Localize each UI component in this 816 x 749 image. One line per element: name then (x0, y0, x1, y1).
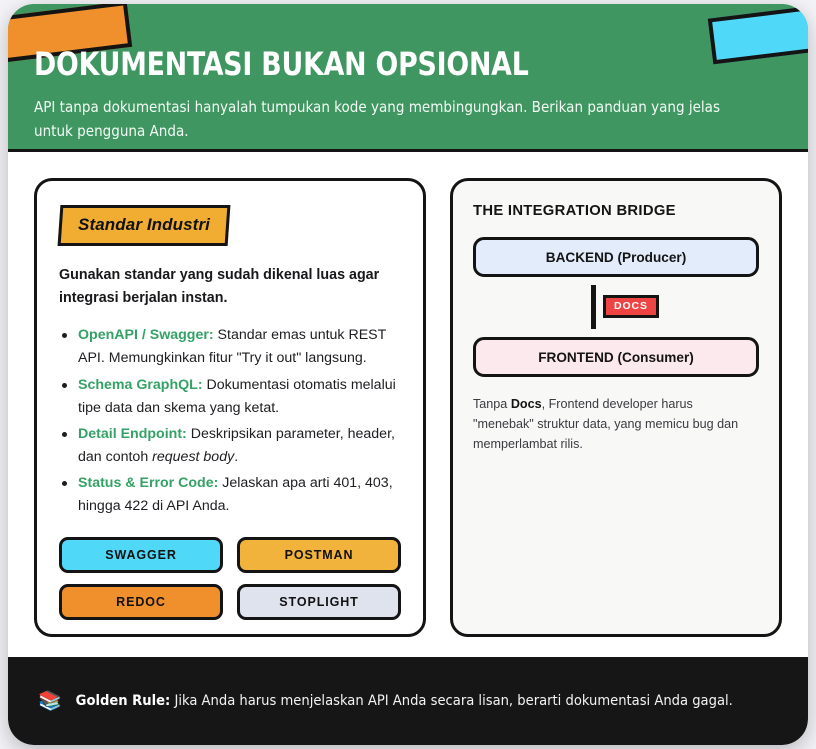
section-badge-label: Standar Industri (78, 215, 210, 234)
standards-panel (34, 178, 426, 637)
footer-text (76, 691, 733, 711)
tool-button-label: POSTMAN (284, 548, 354, 563)
standards-list-item-emphasis: request body (152, 449, 235, 466)
connector-line (591, 285, 596, 329)
tool-button-label: STOPLIGHT (279, 595, 359, 610)
standards-list-item-text: Jelaskan apa arti 401, 403, hingga 422 di API Anda. (78, 475, 393, 515)
docs-badge-label: DOCS (614, 300, 648, 312)
page-subtitle: API tanpa dokumentasi hanyalah tumpukan kode yang membingungkan. Berikan panduan yang jelas untuk pengguna Anda. (34, 97, 721, 140)
standards-list-item-text: Dokumentasi otomatis melalui tipe data dan skema yang ketat. (78, 376, 396, 416)
standards-list-item (59, 374, 401, 420)
tool-button-redoc[interactable] (59, 584, 223, 620)
tool-button-swagger[interactable] (59, 537, 223, 573)
standards-list-item-label: Status & Error Code: (78, 475, 219, 492)
page-header (8, 4, 808, 152)
footer-bar (8, 657, 808, 745)
tool-button-stoplight[interactable] (237, 584, 401, 620)
standards-list-item (59, 324, 401, 370)
standards-list-item-label: Schema GraphQL: (78, 376, 203, 393)
section-badge (58, 205, 231, 246)
standards-list-item (59, 423, 401, 469)
tool-button-label: REDOC (116, 595, 166, 610)
bridge-note-rest: , Frontend developer harus "menebak" struktur data, yang memicu bug dan memperlambat rilis. (473, 397, 739, 451)
backend-node (473, 237, 759, 277)
tool-button-grid (59, 537, 401, 620)
standards-list-item-label: Detail Endpoint: (78, 425, 187, 442)
page-title: DOKUMENTASI BUKAN OPSIONAL (34, 45, 529, 83)
bridge-note-prefix: Tanpa (473, 397, 511, 411)
frontend-node (473, 337, 759, 377)
infographic-card (8, 4, 808, 745)
bridge-title: THE INTEGRATION BRIDGE (473, 203, 676, 219)
standards-list-item-label: OpenAPI / Swagger: (78, 327, 214, 344)
bridge-note-bold: Docs (510, 397, 542, 411)
standards-list-item-tail: . (234, 449, 239, 466)
backend-node-label: BACKEND (Producer) (545, 249, 687, 265)
body-content (8, 152, 808, 657)
integration-bridge-panel (450, 178, 782, 637)
bridge-connector (473, 277, 759, 337)
lead-text: Gunakan standar yang sudah dikenal luas agar integrasi berjalan instan. (59, 267, 380, 307)
standards-list-item-text: Standar emas untuk REST API. Memungkinkan fitur "Try it out" langsung. (78, 327, 387, 367)
books-icon: 📚 (38, 690, 62, 712)
bridge-note (473, 395, 755, 455)
frontend-node-label: FRONTEND (Consumer) (538, 349, 694, 365)
footer-body: Jika Anda harus menjelaskan API Anda secara lisan, berarti dokumentasi Anda gagal. (170, 691, 733, 709)
footer-label: Golden Rule: (75, 691, 171, 709)
tool-button-postman[interactable] (237, 537, 401, 573)
standards-list (59, 324, 401, 521)
docs-badge (603, 295, 659, 318)
standards-list-item-text: Deskripsikan parameter, header, dan contoh (78, 425, 395, 466)
header-content (34, 4, 782, 143)
tool-button-label: SWAGGER (105, 548, 177, 563)
standards-list-item (59, 472, 401, 518)
